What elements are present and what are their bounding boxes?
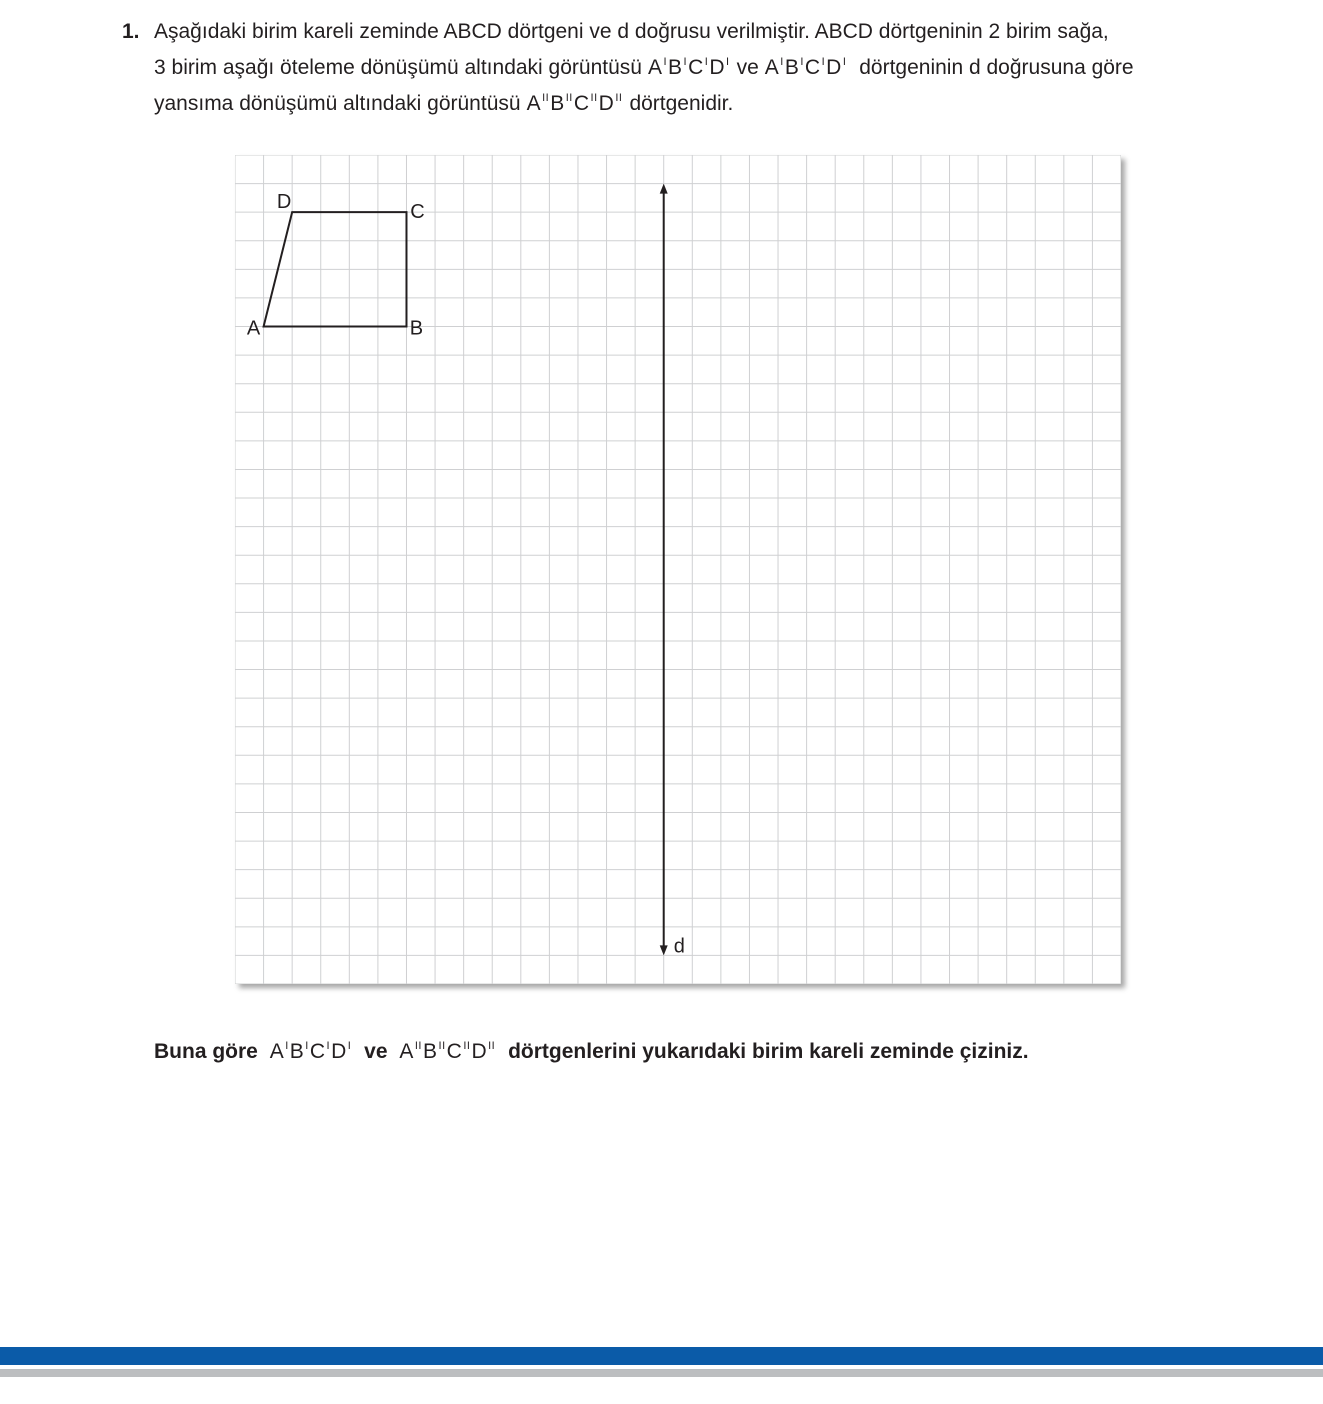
question-text — [154, 16, 1234, 119]
arrow-down-icon — [660, 945, 668, 955]
vertex-label-c: C — [410, 201, 425, 224]
label-a-prime: $A^IB^IC^ID^I$ — [647, 56, 730, 79]
vertex-label-b: B — [409, 317, 424, 340]
text-fragment: 3 birim aşağı öteleme dönüşümü altındaki görüntüsü — [154, 56, 642, 79]
text-fragment: ve — [364, 1040, 388, 1063]
text-fragment: ve — [736, 56, 759, 79]
label-a-prime: $A^IB^IC^ID^I$ — [269, 1040, 352, 1063]
question-line-2 — [154, 47, 1234, 83]
arrow-up-icon — [660, 184, 668, 194]
text-fragment: dörtgenidir. — [629, 92, 734, 115]
unit-square-grid[interactable] — [235, 155, 1121, 984]
question-line-1: Aşağıdaki birim kareli zeminde ABCD dörtgeni ve d doğrusu verilmiştir. ABCD dörtgeninin 2 birim sağa, — [154, 20, 1109, 43]
footer-blue-bar — [0, 1347, 1323, 1365]
footer-gray-bar — [0, 1369, 1323, 1377]
text-fragment: yansıma dönüşümü altındaki görüntüsü — [154, 92, 521, 115]
instruction-prompt — [154, 1040, 1029, 1064]
text-fragment: Buna göre — [154, 1040, 258, 1063]
text-fragment: dörtgeninin d doğrusuna göre — [859, 56, 1134, 79]
text-fragment: dörtgenlerini yukarıdaki birim kareli zeminde çiziniz. — [508, 1040, 1029, 1063]
question-number: 1. — [122, 20, 140, 43]
grid-canvas[interactable] — [235, 155, 1121, 984]
label-a-double-prime: $A^{II}B^{II}C^{II}D^{II}$ — [399, 1040, 496, 1063]
vertex-label-d: D — [276, 191, 292, 214]
vertex-label-a: A — [246, 317, 261, 340]
line-d-label: d — [673, 935, 685, 958]
label-a-prime: $A^IB^IC^ID^I$ — [764, 56, 847, 79]
question-line-3 — [154, 83, 1234, 119]
label-a-double-prime: $A^{II}B^{II}C^{II}D^{II}$ — [526, 92, 623, 115]
